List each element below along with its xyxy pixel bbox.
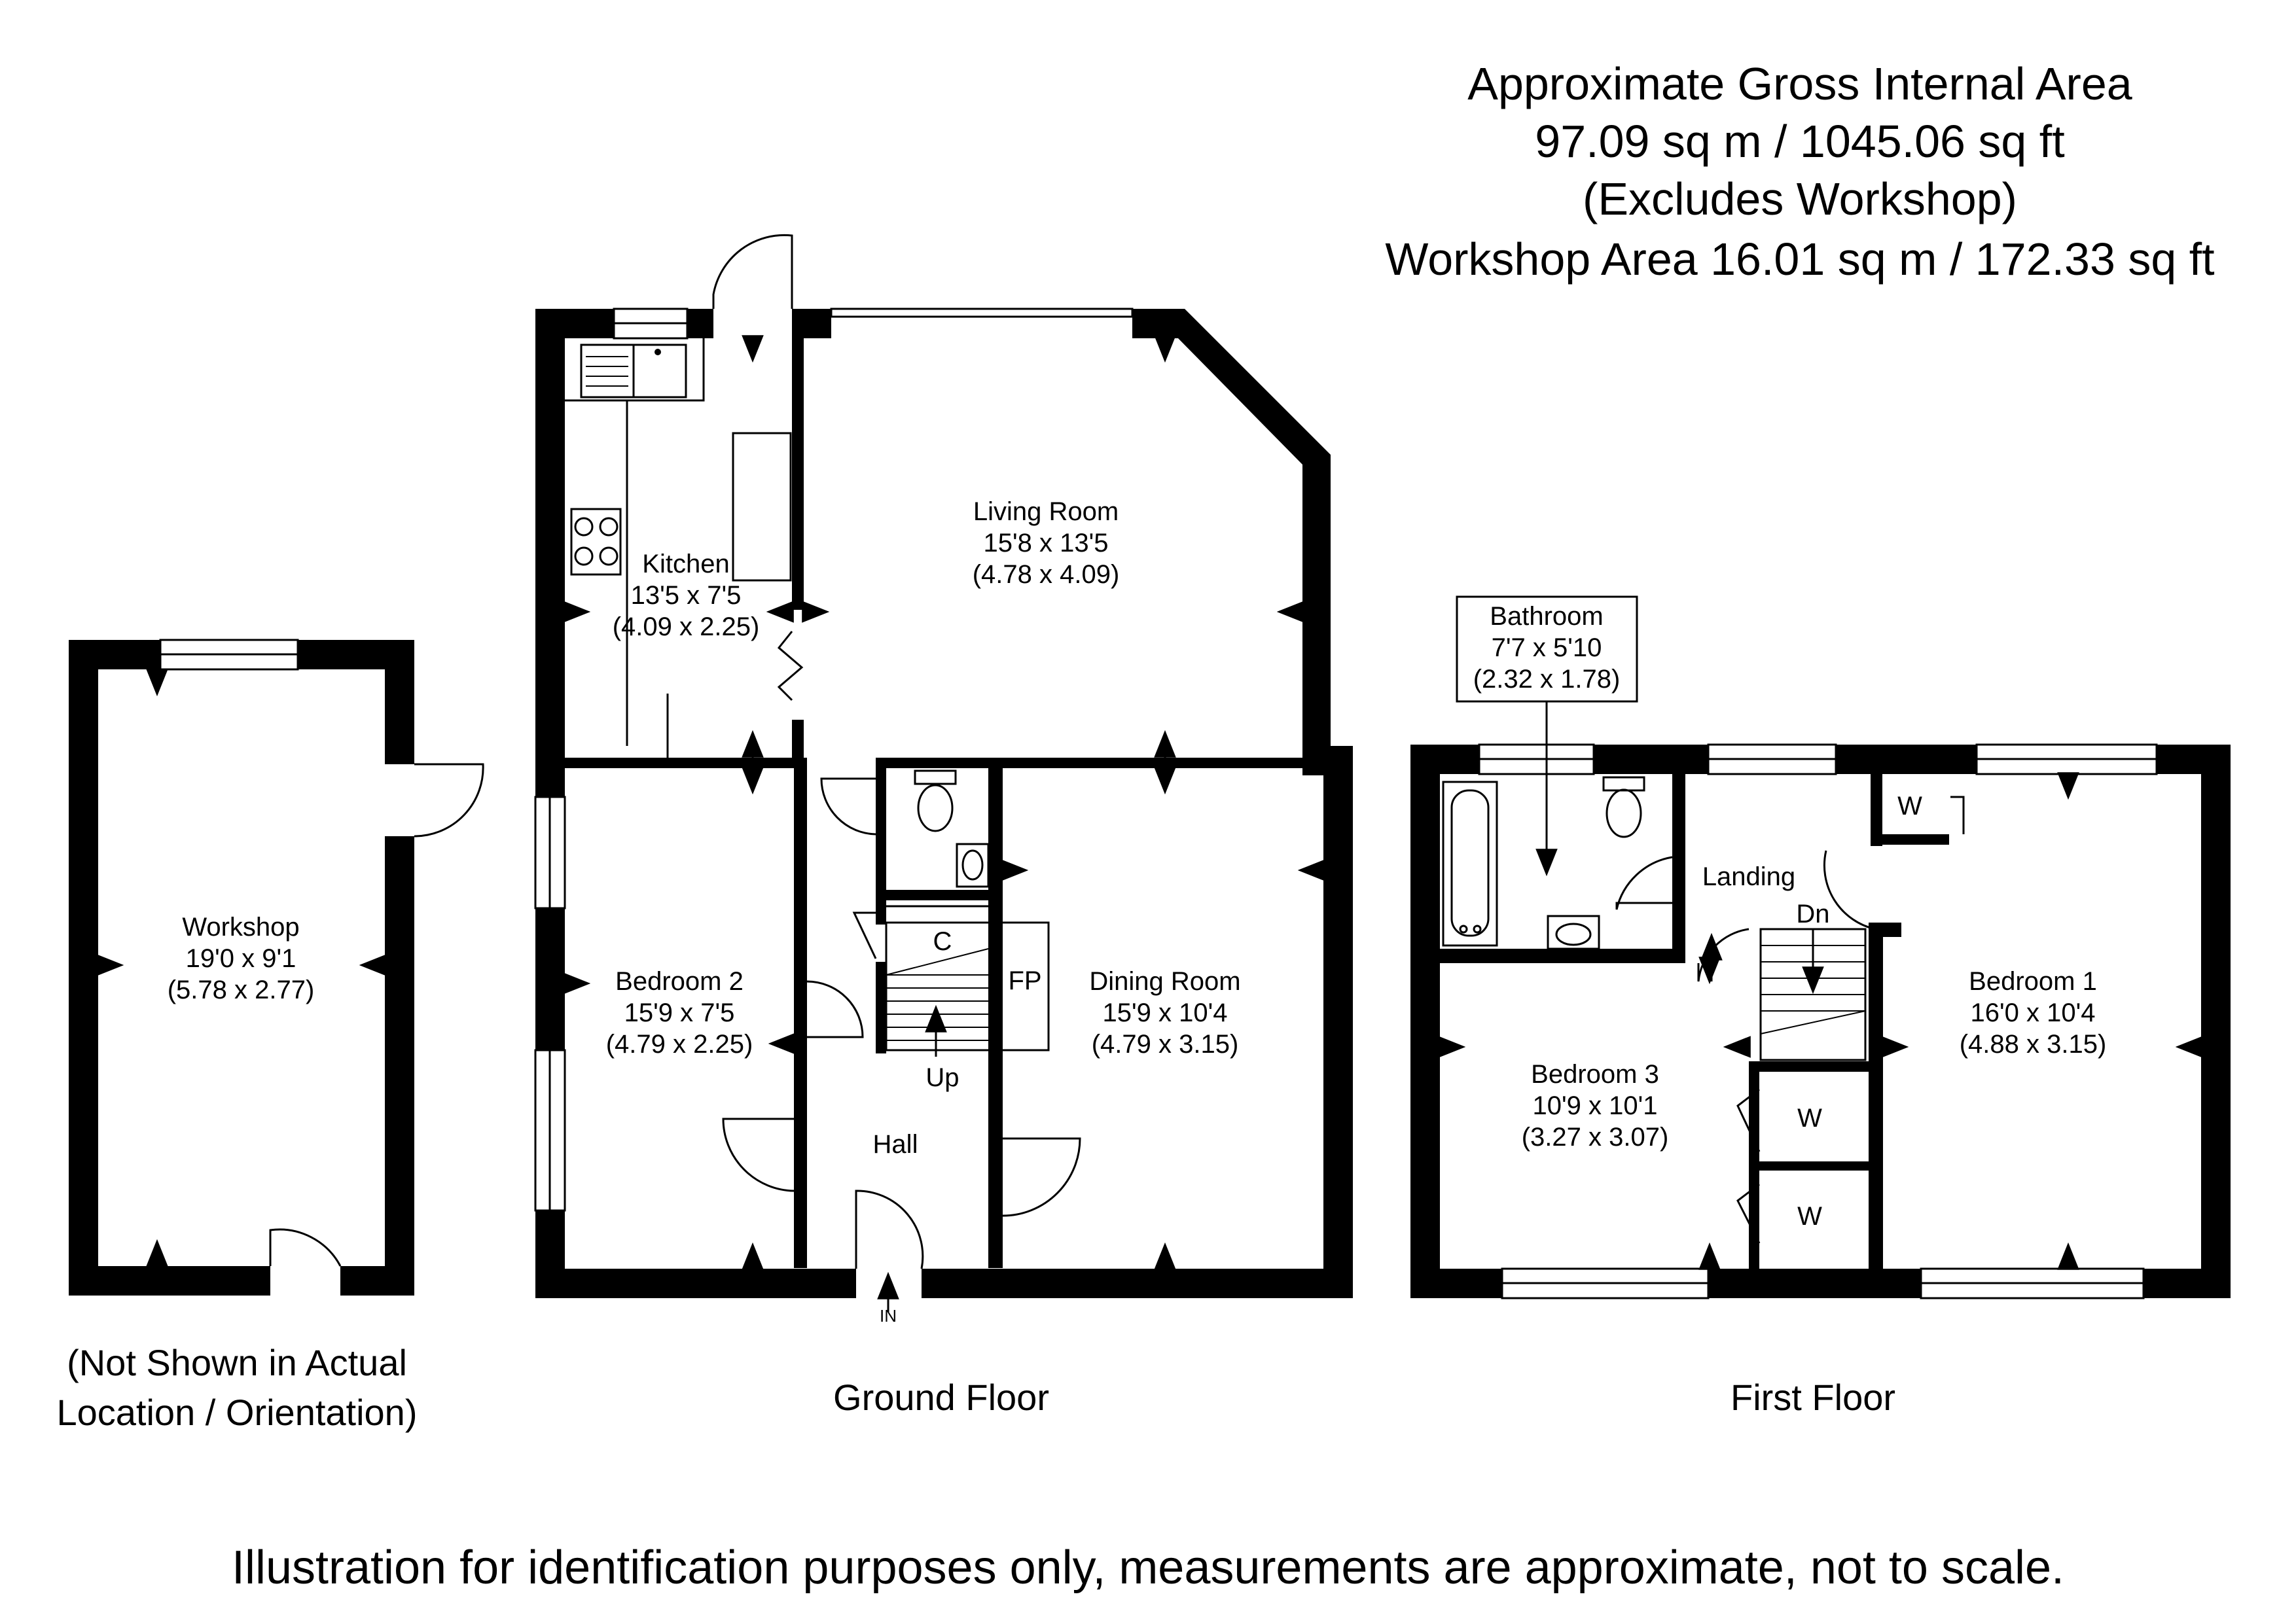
gf-wall-top-a (535, 309, 614, 338)
workshop-wall-right-bottom (385, 836, 414, 1296)
gf-wall-right (1323, 746, 1353, 1298)
bedroom1-left-wall (1869, 923, 1883, 1269)
entrance-label: IN (880, 1306, 897, 1326)
kitchen-hob-icon (571, 509, 620, 574)
excludes-note: (Excludes Workshop) (1583, 173, 2017, 224)
kitchen-bedroom2-wall (565, 758, 804, 768)
ff-wall-bottom-b (1708, 1269, 1921, 1298)
dining-door (1003, 1139, 1080, 1216)
bathroom-label: Bathroom (1490, 602, 1604, 631)
bedroom3-label: Bedroom 3 (1531, 1060, 1659, 1089)
bedroom2-dims-imperial: 15'9 x 7'5 (624, 998, 735, 1027)
dining-room-dims-metric: (4.79 x 3.15) (1091, 1030, 1239, 1059)
wardrobe-label-1: W (1897, 792, 1922, 821)
first-floor-stairs (1761, 929, 1865, 1060)
bathroom-dims-metric: (2.32 x 1.78) (1473, 665, 1621, 694)
bedroom1-dims-metric: (4.88 x 3.15) (1959, 1030, 2107, 1059)
area-header (1385, 58, 2214, 285)
stair-wall (876, 962, 886, 1053)
bathroom-dims-imperial: 7'7 x 5'10 (1491, 633, 1602, 662)
ff-wall-top-a (1410, 745, 1479, 774)
ff-wall-top-b (1594, 745, 1708, 774)
cupboard-door (854, 913, 876, 959)
kitchen-sink-icon (581, 345, 686, 397)
stairs-up-label: Up (925, 1063, 960, 1092)
living-room-label: Living Room (973, 497, 1119, 526)
gf-wall-top-d (1132, 309, 1185, 338)
workshop-plan (69, 640, 483, 1296)
bedroom2-door (807, 981, 863, 1037)
gross-area-title: Approximate Gross Internal Area (1467, 58, 2132, 109)
wardrobe-label-3: W (1797, 1202, 1822, 1231)
fireplace-label: FP (1008, 966, 1042, 995)
wc-toilet-icon (915, 771, 956, 831)
wardrobes-top-wall (1759, 1061, 1871, 1072)
wardrobe-w1-door (1950, 797, 1964, 834)
bath-icon (1443, 782, 1497, 945)
stairs-down-label: Dn (1796, 900, 1830, 928)
wc-door (821, 779, 876, 834)
living-room-dims-metric: (4.78 x 4.09) (972, 560, 1120, 589)
first-floor-plan (1410, 597, 2231, 1298)
bedroom1-dims-imperial: 16'0 x 10'4 (1970, 998, 2096, 1027)
kitchen-worktop-left (565, 400, 627, 746)
gf-wall-bottom-left (535, 1269, 856, 1298)
wc-bottom-wall (876, 890, 994, 900)
bedroom3-dims-imperial: 10'9 x 10'1 (1532, 1091, 1658, 1120)
bathroom-door (1617, 857, 1672, 909)
kitchen-bifold-door (779, 631, 802, 700)
bedroom3-dims-metric: (3.27 x 3.07) (1521, 1123, 1669, 1152)
gf-wall-bay (1178, 309, 1331, 746)
ground-floor-caption: Ground Floor (833, 1377, 1049, 1418)
bedroom1-door (1824, 851, 1875, 929)
bathroom-basin-icon (1548, 916, 1599, 949)
bedroom2-label: Bedroom 2 (615, 967, 744, 996)
ff-wall-top-c (1836, 745, 1977, 774)
gross-area-value: 97.09 sq m / 1045.06 sq ft (1535, 116, 2065, 167)
bedroom2-dims-metric: (4.79 x 2.25) (605, 1030, 753, 1059)
hall-dining-wall (988, 758, 1003, 1268)
kitchen-dims-metric: (4.09 x 2.25) (612, 612, 760, 641)
bathroom-toilet-icon (1604, 777, 1644, 837)
workshop-label: Workshop (182, 913, 300, 942)
wardrobe-w1-wall-bottom (1871, 834, 1949, 845)
ff-wall-left (1410, 745, 1440, 1298)
wardrobes-divider (1759, 1161, 1871, 1171)
hall-side-door (723, 1119, 794, 1191)
disclaimer: Illustration for identification purposes only, measurements are approximate, not to scale. (231, 1542, 2065, 1594)
workshop-area-value: Workshop Area 16.01 sq m / 172.33 sq ft (1385, 234, 2215, 285)
living-room-patio-doors (831, 309, 1132, 317)
dining-room-dims-imperial: 15'9 x 10'4 (1102, 998, 1228, 1027)
kitchen-worktop-right (733, 433, 791, 580)
bedroom1-label: Bedroom 1 (1969, 967, 2097, 996)
wc-basin-icon (957, 844, 988, 887)
front-door (856, 1191, 923, 1269)
workshop-wall-top-right (298, 640, 414, 669)
hall-label: Hall (872, 1130, 918, 1159)
living-room-dims-imperial: 15'8 x 13'5 (983, 529, 1109, 557)
bathroom-bottom-wall (1440, 949, 1685, 963)
first-floor-caption: First Floor (1731, 1377, 1895, 1418)
landing-label: Landing (1702, 862, 1796, 891)
ff-wall-right (2201, 745, 2231, 1298)
gf-wall-top-b (687, 309, 713, 338)
bathroom-callout (1457, 597, 1637, 874)
dining-room-label: Dining Room (1089, 967, 1241, 996)
kitchen-living-wall-upper (792, 309, 804, 610)
wardrobe-label-2: W (1797, 1104, 1822, 1133)
workshop-wall-bottom-left (69, 1266, 270, 1296)
workshop-wall-top-left (69, 640, 160, 669)
living-dining-wall (876, 758, 1327, 768)
kitchen-back-door (713, 235, 792, 309)
workshop-location-note-1: (Not Shown in Actual (67, 1342, 407, 1383)
ff-wall-bottom-c (2144, 1269, 2231, 1298)
workshop-wall-left (69, 640, 98, 1296)
bathroom-right-wall (1672, 774, 1685, 963)
kitchen-dims-imperial: 13'5 x 7'5 (630, 581, 742, 610)
kitchen-label: Kitchen (642, 550, 730, 578)
workshop-dims-metric: (5.78 x 2.77) (167, 976, 315, 1004)
workshop-front-door (270, 1229, 340, 1266)
workshop-location-note-2: Location / Orientation) (56, 1392, 418, 1433)
cupboard-label: C (933, 927, 952, 956)
bedroom2-hall-wall (794, 758, 807, 1268)
ground-floor-plan (535, 235, 1353, 1326)
bedroom3-door (1698, 929, 1749, 981)
ff-wall-bottom-a (1410, 1269, 1502, 1298)
gf-wall-bottom-right (922, 1269, 1353, 1298)
workshop-side-door (414, 764, 483, 836)
workshop-dims-imperial: 19'0 x 9'1 (185, 944, 296, 973)
